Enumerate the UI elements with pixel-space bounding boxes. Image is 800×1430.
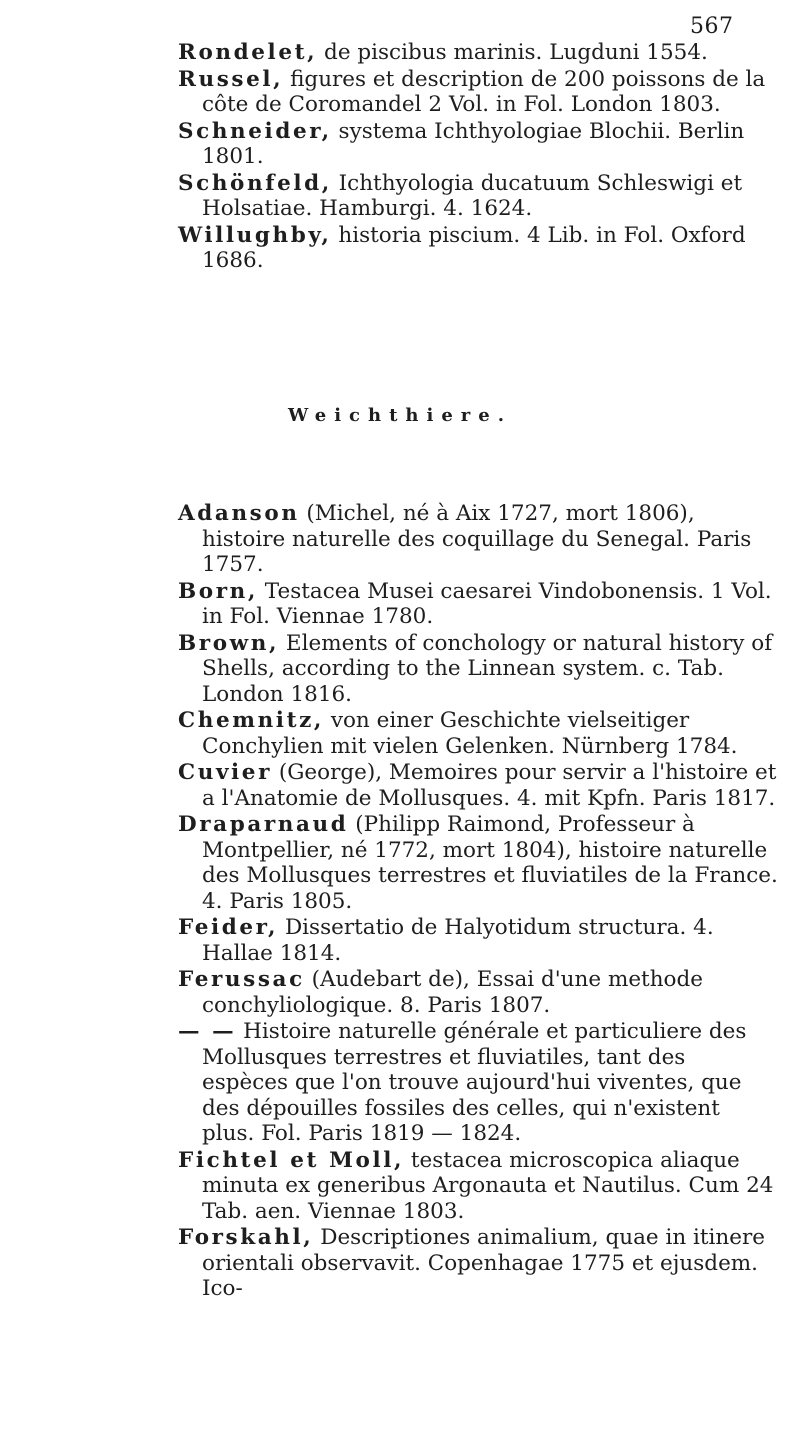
section-heading: Weichthiere.	[288, 405, 512, 426]
entry-author: Adanson	[178, 501, 300, 526]
page-number: 567	[690, 14, 734, 39]
entry-author: Willughby,	[178, 222, 332, 248]
entry-author: Ferussac	[178, 967, 305, 992]
entry-author: Cuvier	[178, 760, 273, 785]
bibliography-entry	[178, 171, 778, 222]
bibliography-entry	[178, 915, 778, 966]
entry-author: Born,	[178, 578, 258, 604]
entry-text: (Philipp Raimond, Professeur à Montpellier, né 1772, mort 1804), histoire naturelle des Mollusques terrestres et fluviatiles de la France. 4. Paris 1805.	[202, 812, 778, 914]
bibliography-entry	[178, 760, 778, 811]
bibliography-entry	[178, 1148, 778, 1225]
bibliography-mollusks	[178, 501, 778, 1303]
entry-text: figures et description de 200 poissons de la côte de Coromandel 2 Vol. in Fol. London 1803.	[202, 66, 766, 117]
entry-text: Dissertatio de Halyotidum structura. 4. Hallae 1814.	[202, 915, 714, 966]
bibliography-entry	[178, 708, 778, 759]
bibliography-entry	[178, 812, 778, 914]
entry-author: Fichtel et Moll,	[178, 1147, 405, 1173]
bibliography-entry	[178, 631, 778, 708]
bibliography-entry	[178, 1225, 778, 1302]
bibliography-entry	[178, 967, 778, 1018]
entry-author: Chemnitz,	[178, 708, 324, 733]
entry-author: Russel,	[178, 66, 284, 92]
bibliography-entry	[178, 579, 778, 630]
bibliography-fish	[178, 40, 778, 275]
bibliography-entry	[178, 223, 778, 274]
entry-text: historia piscium. 4 Lib. in Fol. Oxford 1686.	[202, 222, 746, 273]
entry-text: Ichthyologia ducatuum Schleswigi et Holsatiae. Hamburgi. 4. 1624.	[202, 170, 743, 221]
entry-author: Feider,	[178, 915, 279, 940]
entry-text: testacea microscopica aliaque minuta ex generibus Argonauta et Nautilus. Cum 24 Tab. aen. Viennae 1803.	[202, 1147, 774, 1224]
entry-author: Draparnaud	[178, 812, 349, 837]
bibliography-entry	[178, 40, 778, 66]
bibliography-entry	[178, 501, 778, 578]
entry-text: de piscibus marinis. Lugduni 1554.	[317, 40, 708, 65]
entry-text: Elements of conchology or natural history of Shells, according to the Linnean system. c. Tab. London 1816.	[202, 630, 773, 707]
entry-text: systema Ichthyologiae Blochii. Berlin 1801.	[202, 118, 745, 169]
bibliography-entry	[178, 1019, 778, 1147]
entry-author: Schneider,	[178, 118, 332, 144]
entry-author: Rondelet,	[178, 40, 318, 65]
entry-author: Forskahl,	[178, 1225, 314, 1250]
entry-text: (Audebart de), Essai d'une methode conchyliologique. 8. Paris 1807.	[202, 967, 703, 1018]
entry-text: von einer Geschichte vielseitiger Conchylien mit vielen Gelenken. Nürnberg 1784.	[202, 708, 738, 759]
entry-author: Schönfeld,	[178, 170, 332, 196]
entry-text: Descriptiones animalium, quae in itinere orientali observavit. Copenhagae 1775 et ejusdem. Ico-	[202, 1225, 765, 1301]
entry-author: — —	[178, 1019, 237, 1044]
bibliography-entry	[178, 67, 778, 118]
entry-text: Testacea Musei caesarei Vindobonensis. 1 Vol. in Fol. Viennae 1780.	[202, 578, 772, 629]
entry-text: (Michel, né à Aix 1727, mort 1806), histoire naturelle des coquillage du Senegal. Paris 1757.	[202, 501, 752, 577]
entry-text: (George), Memoires pour servir a l'histoire et a l'Anatomie de Mollusques. 4. mit Kpfn. Paris 1817.	[202, 760, 777, 811]
entry-author: Brown,	[178, 630, 280, 656]
bibliography-entry	[178, 119, 778, 170]
entry-text: Histoire naturelle générale et particuliere des Mollusques terrestres et fluviatiles, tant des espèces que l'on trouve aujourd'hui viventes, que des dépouilles fossiles des celles, qui n'existent plus. Fol. Paris 1819 — 1824.	[202, 1019, 747, 1146]
